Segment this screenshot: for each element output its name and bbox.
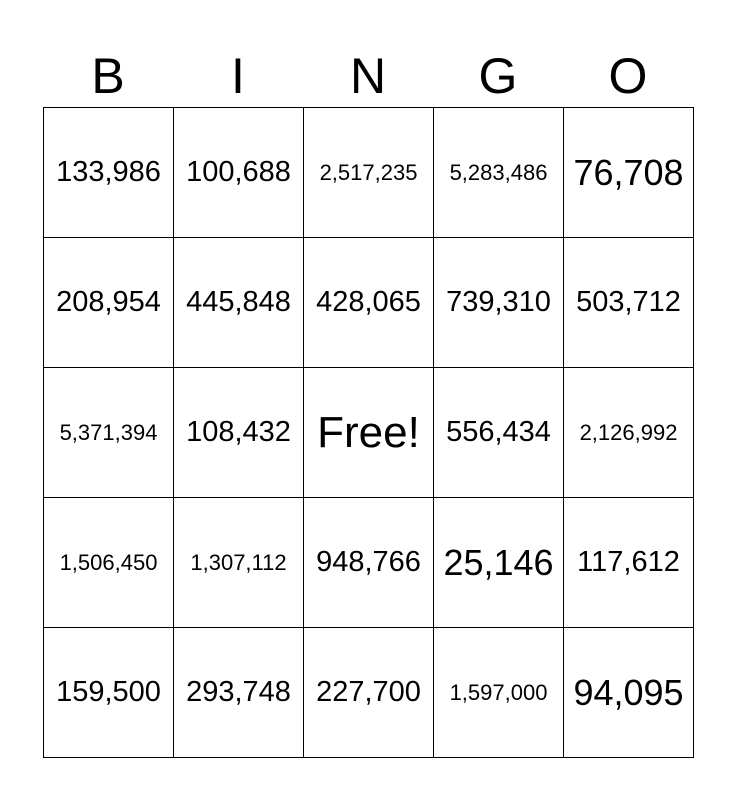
bingo-cell[interactable]: 100,688 <box>174 108 304 238</box>
bingo-cell[interactable]: 5,371,394 <box>44 368 174 498</box>
bingo-cell[interactable]: 208,954 <box>44 238 174 368</box>
bingo-cell[interactable]: 94,095 <box>564 628 694 758</box>
bingo-cell[interactable]: 293,748 <box>174 628 304 758</box>
bingo-cell[interactable]: 5,283,486 <box>434 108 564 238</box>
bingo-cell[interactable]: 25,146 <box>434 498 564 628</box>
bingo-cell[interactable]: 948,766 <box>304 498 434 628</box>
bingo-cell[interactable]: 1,506,450 <box>44 498 174 628</box>
free-space-cell[interactable]: Free! <box>304 368 434 498</box>
bingo-cell[interactable]: 159,500 <box>44 628 174 758</box>
bingo-cell[interactable]: 133,986 <box>44 108 174 238</box>
bingo-cell[interactable]: 108,432 <box>174 368 304 498</box>
bingo-header <box>43 48 693 104</box>
bingo-cell[interactable]: 739,310 <box>434 238 564 368</box>
header-letter-n: N <box>349 48 387 104</box>
board-row <box>44 498 694 628</box>
header-letter-i: I <box>231 48 245 104</box>
bingo-board <box>43 107 694 758</box>
board-row <box>44 238 694 368</box>
header-letter-b: B <box>91 48 125 104</box>
bingo-cell[interactable]: 445,848 <box>174 238 304 368</box>
bingo-cell[interactable]: 1,597,000 <box>434 628 564 758</box>
bingo-cell[interactable]: 117,612 <box>564 498 694 628</box>
board-row <box>44 628 694 758</box>
bingo-cell[interactable]: 227,700 <box>304 628 434 758</box>
bingo-cell[interactable]: 556,434 <box>434 368 564 498</box>
bingo-cell[interactable]: 1,307,112 <box>174 498 304 628</box>
bingo-cell[interactable]: 428,065 <box>304 238 434 368</box>
header-letter-g: G <box>478 48 518 104</box>
board-row <box>44 368 694 498</box>
header-letter-o: O <box>608 48 648 104</box>
bingo-cell[interactable]: 2,126,992 <box>564 368 694 498</box>
board-row <box>44 108 694 238</box>
bingo-cell[interactable]: 503,712 <box>564 238 694 368</box>
bingo-cell[interactable]: 76,708 <box>564 108 694 238</box>
bingo-cell[interactable]: 2,517,235 <box>304 108 434 238</box>
